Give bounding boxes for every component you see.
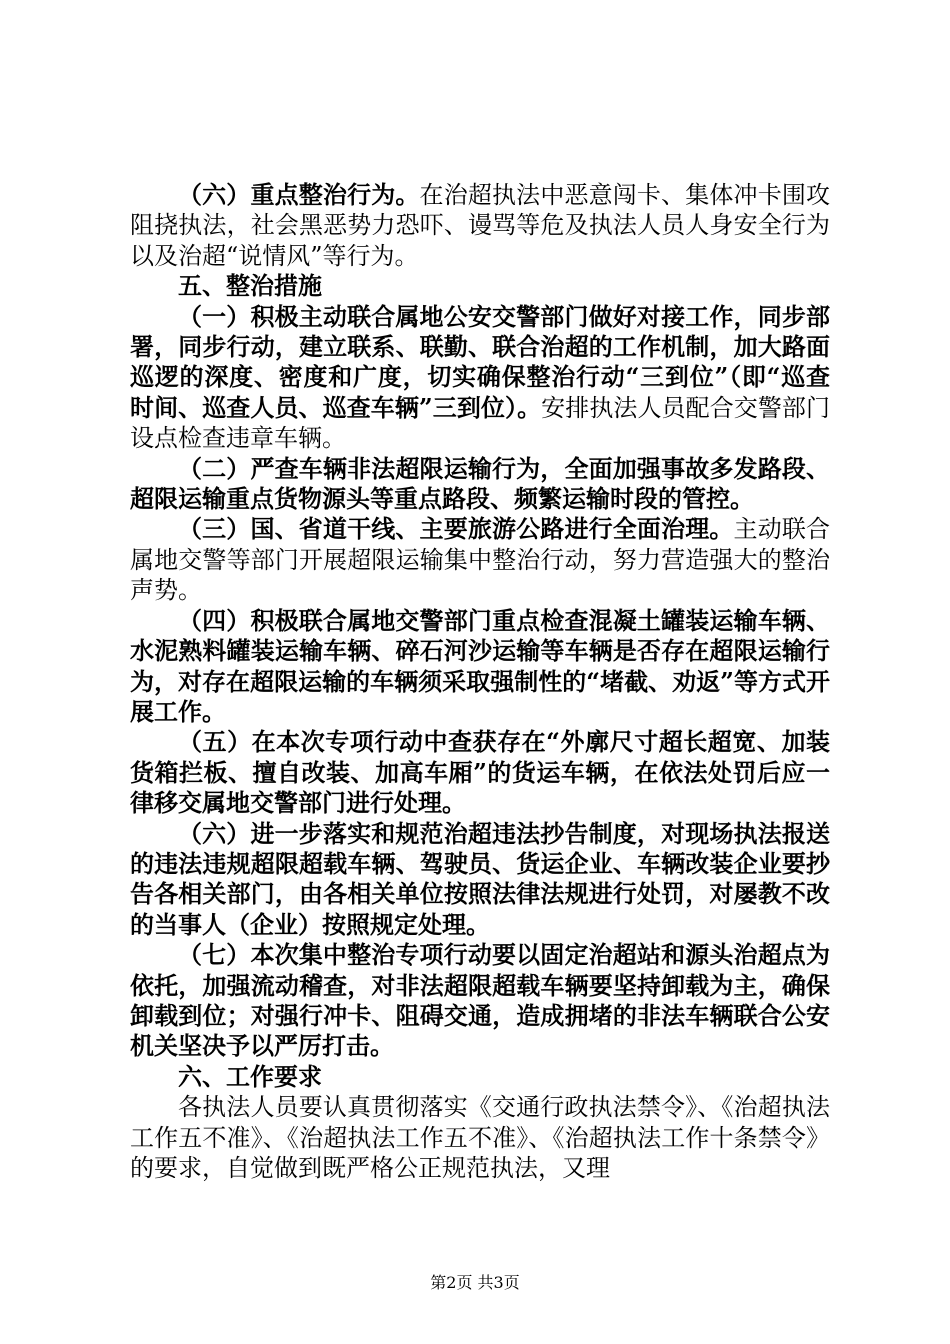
paragraph-text: （一）积极主动联合属地公安交警部门做好对接工作，同步部署，同步行动，建立联系、联勤、联合治超的工作机制，加大路面巡逻的深度、密度和广度，切实确保整治行动“三到位”（即“巡查时间、巡查人员、巡查车辆”三到位）。 xyxy=(130,301,830,422)
paragraph-measure-1 xyxy=(130,302,830,454)
paragraph-measure-3 xyxy=(130,514,830,605)
paragraph-requirements: 各执法人员要认真贯彻落实《交通行政执法禁令》、《治超执法工作五不准》、《治超执法工作五不准》、《治超执法工作十条禁令》的要求，自觉做到既严格公正规范执法，又理 xyxy=(130,1093,830,1182)
page-number: 第2页 共3页 xyxy=(430,1273,520,1292)
paragraph-heading: （六）重点整治行为。 xyxy=(178,180,420,209)
paragraph-text: 在治超执法中恶意闯卡、集体冲卡围攻阻挠执法，社会黑恶势力恐吓、谩骂等危及执法人员人身安全行为以及治超“说情风”等行为。 xyxy=(130,181,831,270)
section-heading-requirements: 六、工作要求 xyxy=(178,1061,322,1091)
paragraph-measure-5: （五）在本次专项行动中查获存在“外廓尺寸超长超宽、加装货箱拦板、擅自改装、加高车厢”的货运车辆，在依法处罚后应一律移交属地交警部门进行处理。 xyxy=(130,727,830,818)
paragraph-measure-6: （六）进一步落实和规范治超违法抄告制度，对现场执法报送的违法违规超限超载车辆、驾驶员、货运企业、车辆改装企业要抄告各相关部门，由各相关单位按照法律法规进行处罚，对屡教不改的当事人（企业）按照规定处理。 xyxy=(130,818,830,939)
paragraph-key-behaviors xyxy=(130,180,830,271)
document-body xyxy=(130,180,830,1183)
paragraph-measure-2: （二）严查车辆非法超限运输行为，全面加强事故多发路段、超限运输重点货物源头等重点路段、频繁运输时段的管控。 xyxy=(130,453,830,514)
paragraph-measure-4: （四）积极联合属地交警部门重点检查混凝土罐装运输车辆、水泥熟料罐装运输车辆、碎石河沙运输等车辆是否存在超限运输行为，对存在超限运输的车辆须采取强制性的“堵截、劝返”等方式开展工作。 xyxy=(130,605,830,726)
paragraph-text: 主动联合属地交警等部门开展超限运输集中整治行动，努力营造强大的整治声势。 xyxy=(130,515,831,605)
paragraph-measure-7: （七）本次集中整治专项行动要以固定治超站和源头治超点为依托，加强流动稽查，对非法超限超载车辆要坚持卸载为主，确保卸载到位；对强行冲卡、阻碍交通，造成拥堵的非法车辆联合公安机关坚决予以严厉打击。 xyxy=(130,940,830,1061)
paragraph-heading: （三）国、省道干线、主要旅游公路进行全面治理。 xyxy=(178,514,734,544)
section-heading-measures: 五、整治措施 xyxy=(178,271,322,301)
paragraph-text: 安排执法人员配合交警部门设点检查违章车辆。 xyxy=(130,393,831,453)
